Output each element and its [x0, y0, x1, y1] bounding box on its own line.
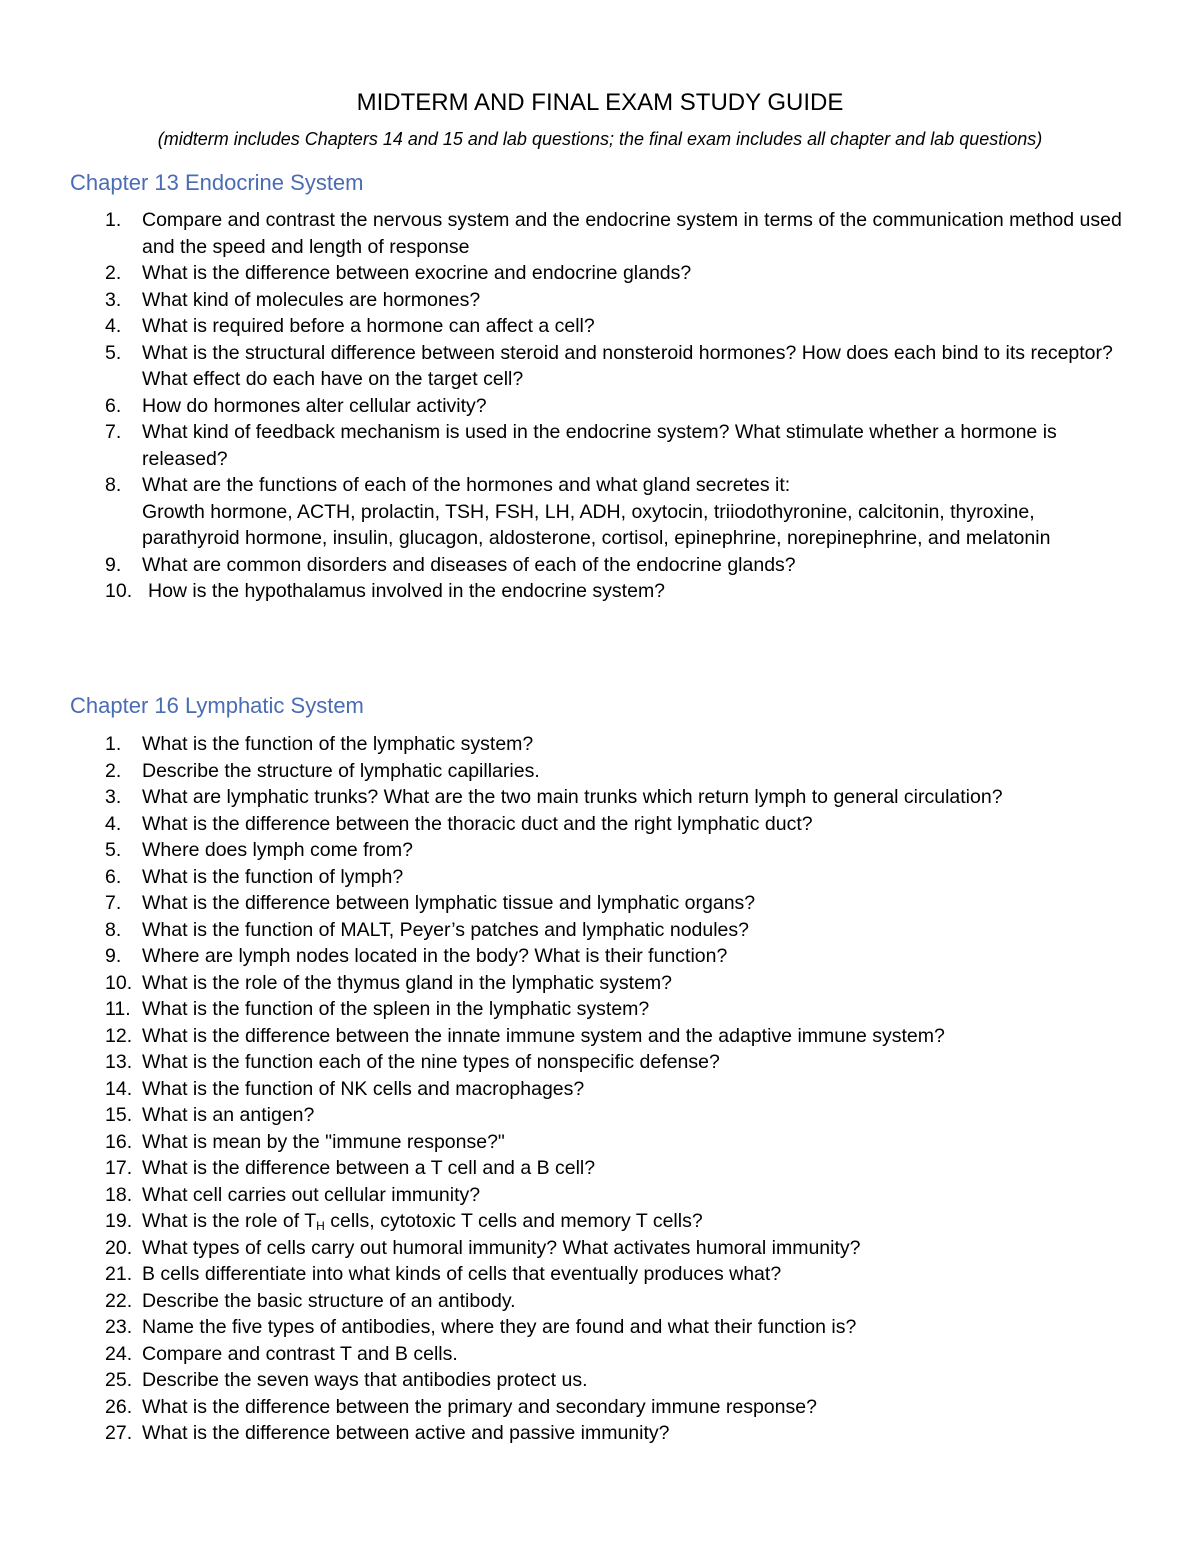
question-text: Compare and contrast the nervous system and the endocrine system in terms of the communication method used and the speed and length of response	[142, 209, 1122, 258]
question-text: What is the difference between exocrine and endocrine glands?	[142, 262, 692, 284]
question-text: What is the difference between the innate immune system and the adaptive immune system?	[142, 1024, 945, 1047]
question-item	[105, 1208, 1135, 1235]
question-item	[105, 758, 1135, 785]
question-number: 23.	[105, 1316, 133, 1338]
question-text: What is the difference between active and passive immunity?	[142, 1422, 670, 1444]
question-text: What is the difference between a T cell and a B cell?	[142, 1157, 596, 1179]
question-number: 2.	[105, 759, 122, 782]
question-number: 27.	[105, 1422, 133, 1444]
question-item	[105, 1367, 1135, 1394]
question-number: 13.	[105, 1051, 133, 1073]
question-text: What are lymphatic trunks? What are the two main trunks which return lymph to general circulation?	[142, 786, 1003, 808]
question-number: 12.	[105, 1024, 133, 1047]
question-text: What is the function of MALT, Peyer’s patches and lymphatic nodules?	[142, 918, 749, 941]
question-number: 5.	[105, 341, 122, 364]
question-text-before: What is the role of T	[142, 1210, 317, 1232]
question-number: 15.	[105, 1104, 133, 1126]
question-text: What is the difference between the thoracic duct and the right lymphatic duct?	[142, 812, 813, 835]
helper-t-subscript: H	[316, 1219, 325, 1233]
question-item	[105, 1049, 1135, 1076]
question-number: 2.	[105, 262, 122, 284]
question-number: 8.	[105, 474, 122, 496]
question-item	[105, 1182, 1135, 1209]
question-text: What is the function each of the nine types of nonspecific defense?	[142, 1051, 720, 1073]
question-item	[105, 1155, 1135, 1182]
question-item	[105, 996, 1135, 1023]
question-number: 7.	[105, 421, 122, 443]
question-number: 1.	[105, 733, 122, 755]
question-text: What is the difference between lymphatic tissue and lymphatic organs?	[142, 892, 756, 914]
question-text: What are the functions of each of the hormones and what gland secretes it:	[142, 474, 791, 496]
question-number: 18.	[105, 1183, 133, 1206]
question-text: What are common disorders and diseases of each of the endocrine glands?	[142, 553, 796, 576]
question-text-after: cells, cytotoxic T cells and memory T cells?	[324, 1210, 703, 1232]
question-item	[105, 1129, 1135, 1156]
question-number: 9.	[105, 553, 122, 576]
question-text: What is required before a hormone can affect a cell?	[142, 315, 595, 337]
question-item	[105, 1235, 1135, 1262]
question-item	[105, 313, 1135, 340]
question-item	[105, 1314, 1135, 1341]
question-text: How is the hypothalamus involved in the endocrine system?	[148, 580, 666, 602]
question-text: Where are lymph nodes located in the body? What is their function?	[142, 945, 728, 967]
question-number: 10.	[105, 580, 133, 602]
question-number: 7.	[105, 892, 122, 914]
question-item	[105, 1288, 1135, 1315]
question-item	[105, 340, 1135, 393]
question-number: 14.	[105, 1077, 133, 1100]
question-item	[105, 419, 1135, 472]
question-number: 3.	[105, 288, 122, 311]
page-title: MIDTERM AND FINAL EXAM STUDY GUIDE	[356, 89, 844, 116]
question-number: 4.	[105, 315, 122, 337]
question-number: 20.	[105, 1236, 133, 1259]
chapter-13-question-list	[105, 207, 1135, 605]
question-item	[105, 1102, 1135, 1129]
question-item	[105, 943, 1135, 970]
question-number: 25.	[105, 1369, 133, 1391]
question-number: 1.	[105, 209, 122, 231]
question-text: What is the function of the spleen in the lymphatic system?	[142, 998, 650, 1020]
question-text: Where does lymph come from?	[142, 839, 413, 861]
question-item	[105, 864, 1135, 891]
question-number: 4.	[105, 812, 122, 835]
question-item	[105, 1394, 1135, 1421]
question-text: Compare and contrast T and B cells.	[142, 1342, 458, 1365]
question-item	[105, 811, 1135, 838]
question-item	[105, 578, 1135, 605]
question-text: Name the five types of antibodies, where they are found and what their function is?	[142, 1316, 857, 1338]
question-text: What is the difference between the primary and secondary immune response?	[142, 1395, 817, 1418]
question-item	[105, 917, 1135, 944]
question-item	[105, 260, 1135, 287]
question-number: 21.	[105, 1263, 133, 1285]
question-number: 9.	[105, 945, 122, 967]
question-number: 19.	[105, 1210, 133, 1232]
question-text: What is an antigen?	[142, 1104, 315, 1126]
question-text: What is the function of lymph?	[142, 865, 404, 888]
hormone-list: Growth hormone, ACTH, prolactin, TSH, FSH, LH, ADH, oxytocin, triiodothyronine, calcitonin, thyroxine, parathyroid hormone, insulin, glucagon, aldosterone, cortisol, epinephrine, norepinephrine, and melatonin	[142, 500, 1051, 549]
chapter-13-heading: Chapter 13 Endocrine System	[70, 170, 364, 195]
question-item	[105, 207, 1135, 260]
question-text: Describe the basic structure of an antibody.	[142, 1289, 516, 1312]
question-number: 5.	[105, 839, 122, 861]
question-text: Describe the structure of lymphatic capillaries.	[142, 759, 540, 782]
question-number: 10.	[105, 971, 133, 994]
question-number: 16.	[105, 1130, 133, 1153]
question-number: 8.	[105, 918, 122, 941]
question-item	[105, 890, 1135, 917]
question-number: 24.	[105, 1342, 133, 1365]
question-item	[105, 731, 1135, 758]
question-number: 11.	[105, 998, 131, 1020]
question-text: What is the role of the thymus gland in the lymphatic system?	[142, 971, 672, 994]
question-text: What kind of molecules are hormones?	[142, 288, 481, 311]
question-item	[105, 552, 1135, 579]
question-text: What is the function of NK cells and macrophages?	[142, 1077, 585, 1100]
page-subtitle: (midterm includes Chapters 14 and 15 and lab questions; the final exam includes all chapter and lab questions)	[157, 129, 1043, 149]
question-number: 6.	[105, 865, 122, 888]
question-item	[105, 784, 1135, 811]
question-number: 3.	[105, 786, 122, 808]
question-text: What cell carries out cellular immunity?	[142, 1183, 481, 1206]
question-text: What kind of feedback mechanism is used in the endocrine system? What stimulate whether a hormone is released?	[142, 421, 1057, 470]
question-item	[105, 1341, 1135, 1368]
question-item	[105, 287, 1135, 314]
question-text: Describe the seven ways that antibodies protect us.	[142, 1369, 588, 1391]
question-number: 17.	[105, 1157, 133, 1179]
question-text: What is mean by the "immune response?"	[142, 1130, 505, 1153]
question-number: 6.	[105, 394, 122, 417]
question-item	[105, 970, 1135, 997]
question-text: What types of cells carry out humoral immunity? What activates humoral immunity?	[142, 1236, 861, 1259]
question-item	[105, 1261, 1135, 1288]
question-item	[105, 837, 1135, 864]
question-text: B cells differentiate into what kinds of cells that eventually produces what?	[142, 1263, 782, 1285]
chapter-16-heading: Chapter 16 Lymphatic System	[70, 693, 364, 718]
question-text: What is the function of the lymphatic system?	[142, 733, 534, 755]
question-item	[105, 1023, 1135, 1050]
question-item	[105, 472, 1135, 552]
question-item	[105, 1420, 1135, 1447]
question-number: 22.	[105, 1289, 133, 1312]
question-number: 26.	[105, 1395, 133, 1418]
question-text: How do hormones alter cellular activity?	[142, 394, 487, 417]
question-text: What is the structural difference between steroid and nonsteroid hormones? How does each bind to its receptor? What effect do each have on the target cell?	[142, 341, 1113, 390]
question-item	[105, 1076, 1135, 1103]
chapter-16-question-list	[105, 731, 1135, 1447]
question-item	[105, 393, 1135, 420]
